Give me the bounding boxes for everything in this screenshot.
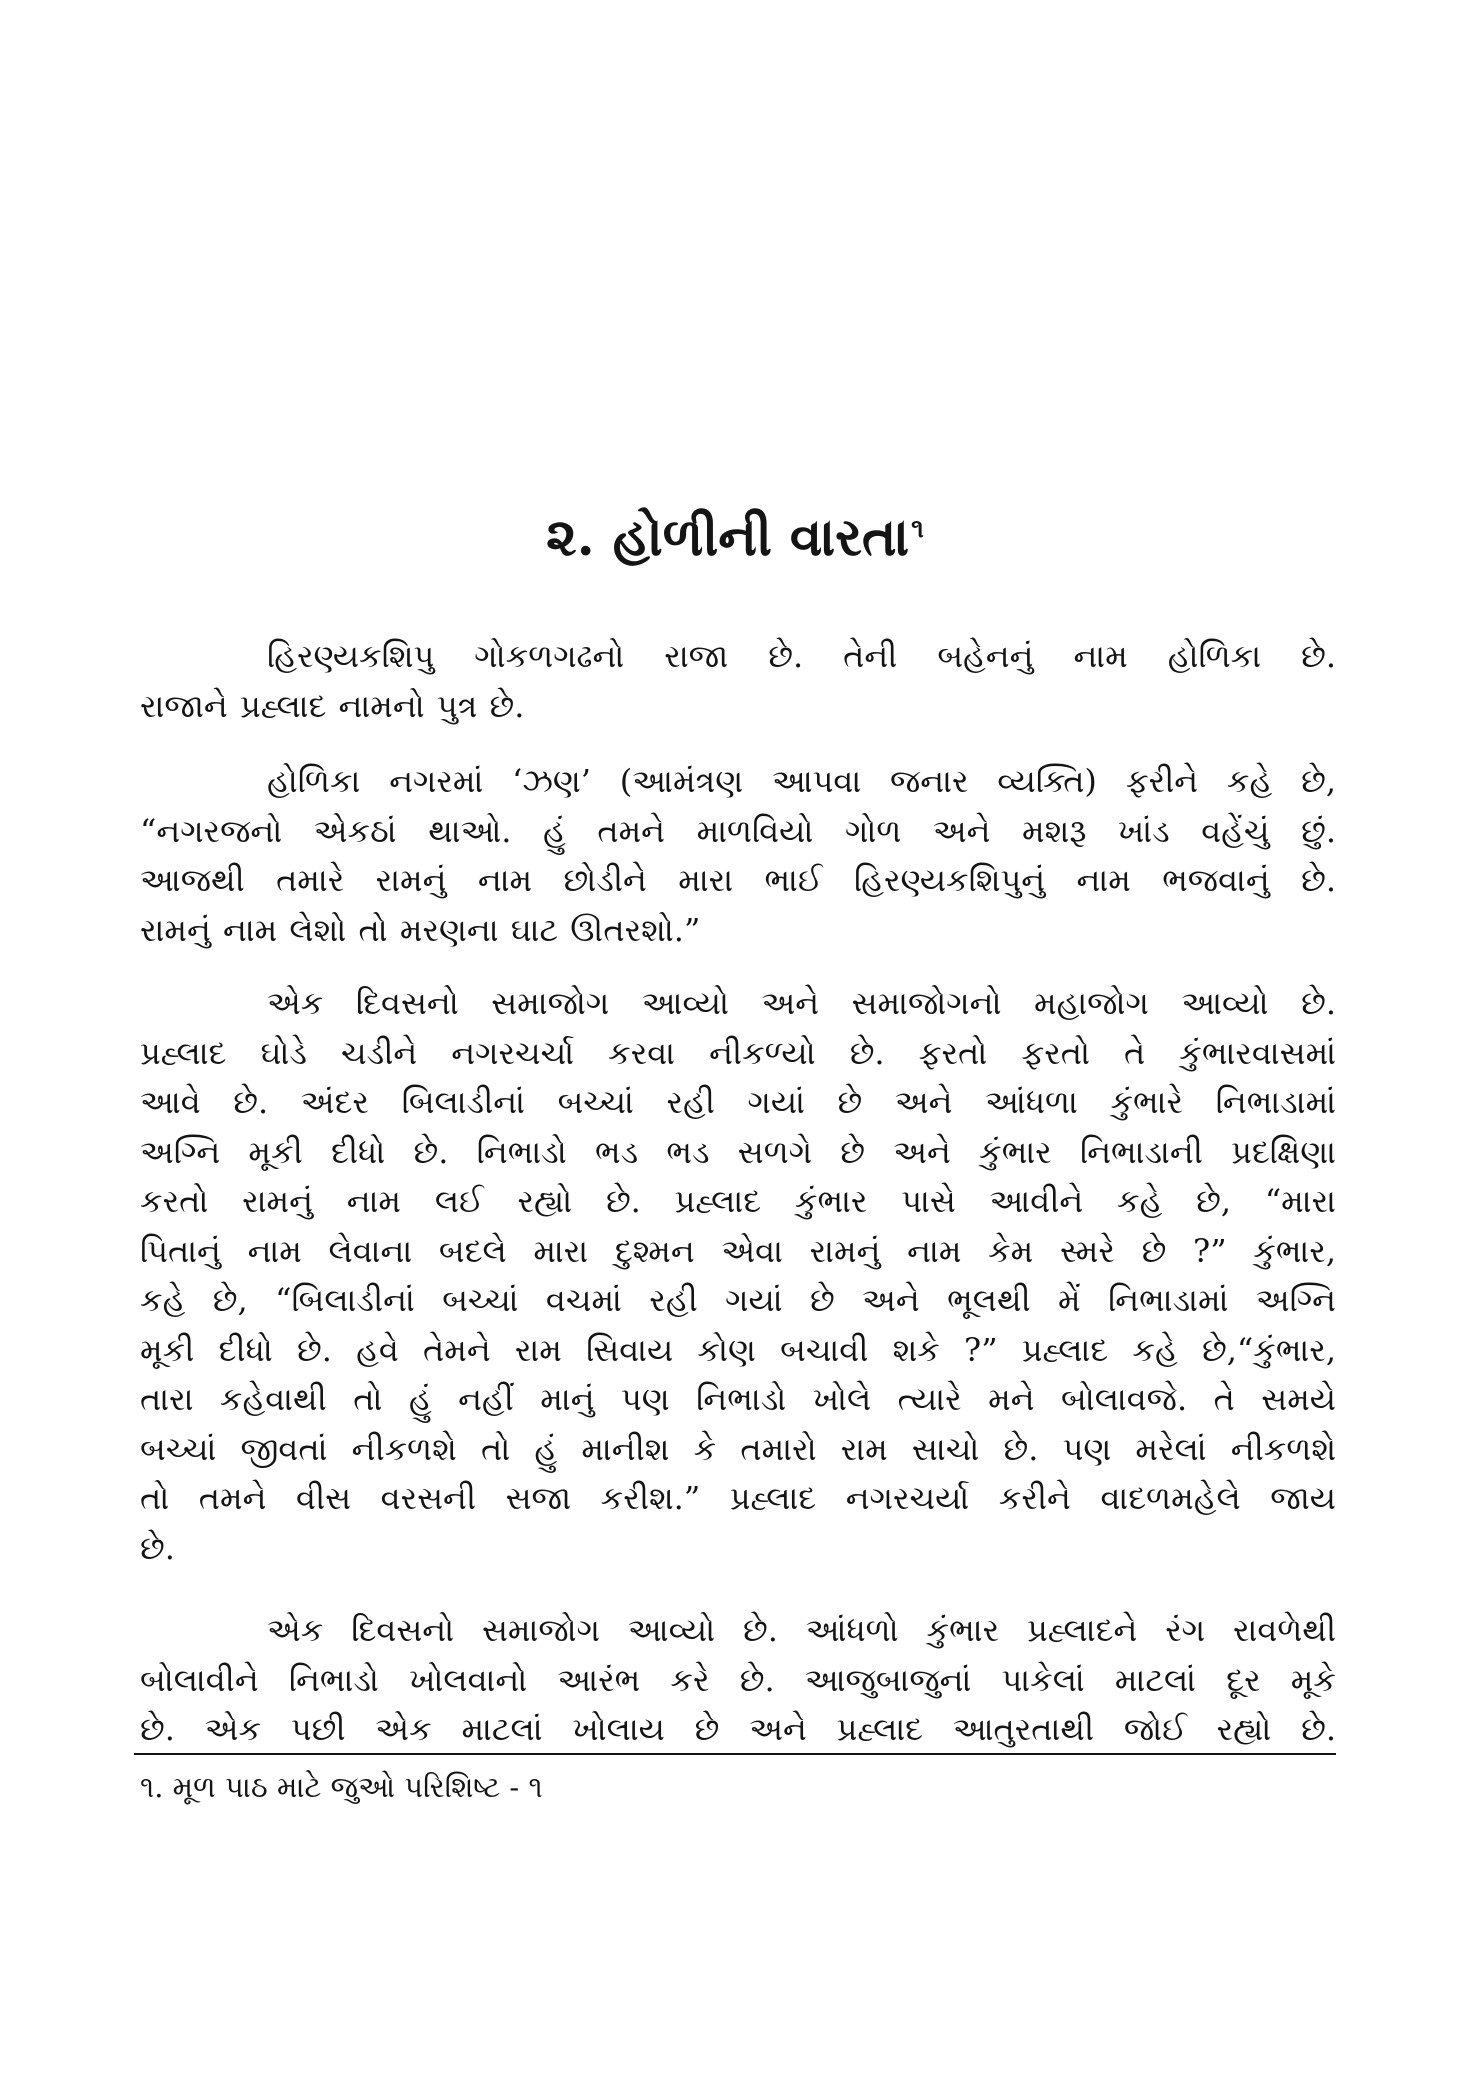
text-line: પિતાનું નામ લેવાના બદલે મારા દુશ્મન એવા રામનું નામ કેમ સ્મરે છે ?” કુંભાર, (140, 1231, 1336, 1270)
footnote-divider (134, 1753, 1336, 1755)
text-line: મૂકી દીધો છે. હવે તેમને રામ સિવાય કોણ બચાવી શકે ?” પ્રહ્લાદ કહે છે,“કુંભાર, (140, 1330, 1336, 1369)
chapter-title (0, 506, 1470, 570)
text-line: તારા કહેવાથી તો હું નહીં માનું પણ નિભાડો ખોલે ત્યારે મને બોલાવજે. તે સમયે (140, 1380, 1336, 1418)
chapter-body (140, 632, 1336, 1755)
text-line: રામનું નામ લેશો તો મરણના ઘાટ ઊતરશો.” (140, 910, 701, 949)
text-line: હિરણ્યકશિપુ ગોકળગઢનો રાજા છે. તેની બહેનનું નામ હોળિકા છે. (267, 637, 1336, 675)
paragraph (140, 1606, 1336, 1755)
text-line: આજથી તમારે રામનું નામ છોડીને મારા ભાઈ હિરણ્યકશિપુનું નામ ભજવાનું છે. (140, 861, 1336, 899)
text-line: હોળિકા નગરમાં ‘ઝણ’ (આમંત્રણ આપવા જનાર વ્યક્તિ) ફરીને કહે છે, (267, 762, 1336, 800)
text-line: છે. એક પછી એક માટલાં ખોલાય છે અને પ્રહ્લાદ આતુરતાથી જોઈ રહ્યો છે. (140, 1710, 1336, 1748)
text-line: કરતો રામનું નામ લઈ રહ્યો છે. પ્રહ્લાદ કુંભાર પાસે આવીને કહે છે, “મારા (140, 1182, 1336, 1220)
text-line: પ્રહ્લાદ ઘોડે ચડીને નગરચર્ચા કરવા નીકળ્યો છે. ફરતો ફરતો તે કુંભારવાસમાં (140, 1033, 1336, 1072)
chapter-title-text: ૨. હોળીની વારતા (546, 507, 910, 568)
text-line: એક દિવસનો સમાજોગ આવ્યો છે. આંધળો કુંભાર પ્રહ્લાદને રંગ રાવળેથી (267, 1611, 1336, 1649)
paragraph (140, 979, 1336, 1573)
text-line: બચ્ચાં જીવતાં નીકળશે તો હું માનીશ કે તમારો રામ સાચો છે. પણ મરેલાં નીકળશે (140, 1429, 1336, 1468)
text-line: અગ્નિ મૂકી દીધો છે. નિભાડો ભડ ભડ સળગે છે અને કુંભાર નિભાડાની પ્રદક્ષિણા (140, 1132, 1336, 1171)
paragraph (140, 632, 1336, 731)
text-line: આવે છે. અંદર બિલાડીનાં બચ્ચાં રહી ગયાં છે અને આંધળા કુંભારે નિભાડામાં (140, 1083, 1336, 1121)
paragraph (140, 757, 1336, 955)
text-line: કહે છે, “બિલાડીનાં બચ્ચાં વચમાં રહી ગયાં છે અને ભૂલથી મેં નિભાડામાં અગ્નિ (140, 1281, 1336, 1319)
text-line: છે. (140, 1528, 175, 1567)
footnote: ૧. મૂળ પાઠ માટે જુઓ પરિશિષ્ટ - ૧ (140, 1770, 543, 1804)
text-line: રાજાને પ્રહ્લાદ નામનો પુત્ર છે. (140, 686, 525, 725)
text-line: તો તમને વીસ વરસની સજા કરીશ.” પ્રહ્લાદ નગરચર્યા કરીને વાદળમહેલે જાય (140, 1479, 1336, 1517)
text-line: “નગરજનો એકઠાં થાઓ. હું તમને માળવિયો ગોળ અને મશરૂ ખાંડ વહેંચું છું. (140, 811, 1336, 850)
footnote-reference-mark: ૧ (911, 513, 924, 544)
text-line: એક દિવસનો સમાજોગ આવ્યો અને સમાજોગનો મહાજોગ આવ્યો છે. (267, 984, 1336, 1022)
text-line: બોલાવીને નિભાડો ખોલવાનો આરંભ કરે છે. આજુબાજુનાં પાકેલાં માટલાં દૂર મૂકે (140, 1660, 1336, 1699)
